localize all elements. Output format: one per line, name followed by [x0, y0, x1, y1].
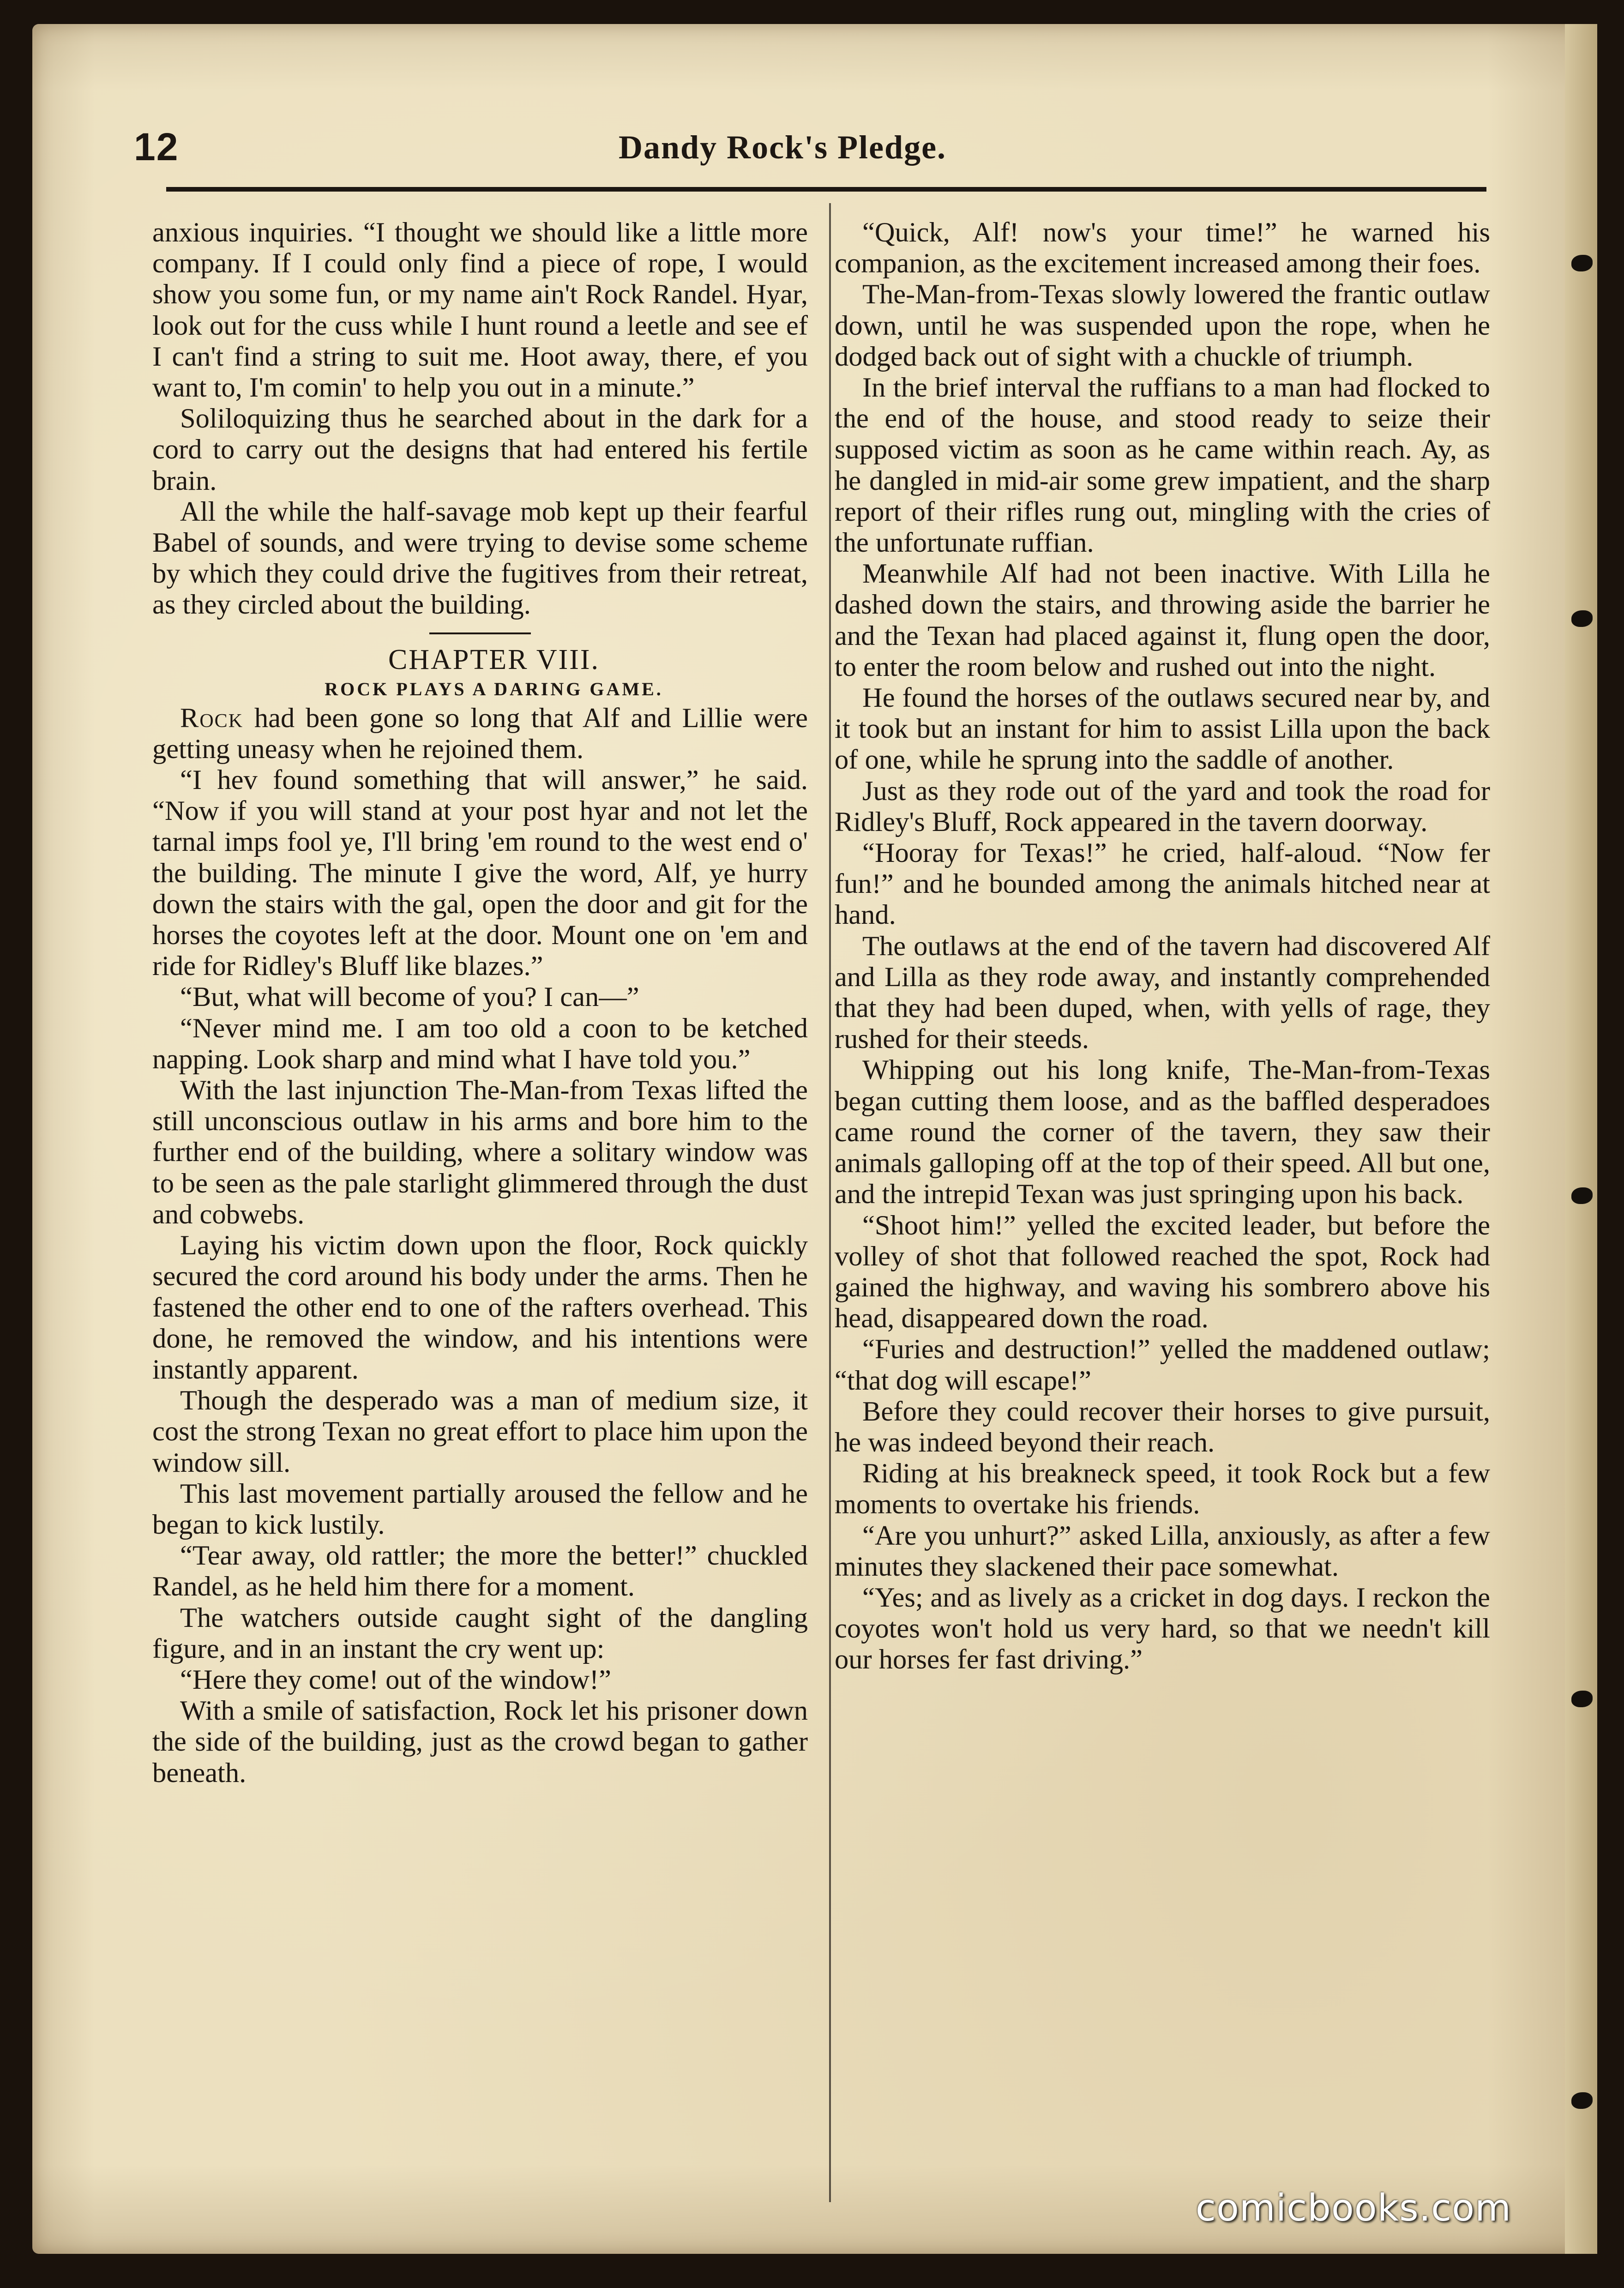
paragraph: Laying his victim down upon the floor, Rock quickly secured the cord around his body under the arms. Then he fastened the other end to one of the rafters overhead. This done, he removed the window, and his intentions were instantly apparent.	[152, 1230, 808, 1385]
running-title: Dandy Rock's Pledge.	[619, 129, 947, 166]
paragraph: “I hev found something that will answer,” he said. “Now if you will stand at your post hyar and not let the tarnal imps fool ye, I'll bring 'em round to the west end o' the building. The minute I give the word, Alf, ye hurry down the stairs with the gal, open the door and git for the horses the coyotes left at the door. Mount one on 'em and ride for Ridley's Bluff like blazes.”	[152, 765, 808, 982]
page-header	[134, 115, 1510, 171]
page-number: 12	[134, 125, 179, 169]
chapter-subtitle: ROCK PLAYS A DARING GAME.	[325, 678, 663, 699]
binding-hole-icon	[1571, 1187, 1593, 1204]
binding-hole-icon	[1571, 255, 1593, 271]
paragraph: Before they could recover their horses to give pursuit, he was indeed beyond their reach.	[835, 1396, 1490, 1458]
binding-hole-icon	[1571, 1691, 1593, 1707]
paragraph: “Tear away, old rattler; the more the better!” chuckled Randel, as he held him there for a moment.	[152, 1540, 808, 1602]
paragraph: The watchers outside caught sight of the dangling figure, and in an instant the cry went up:	[152, 1602, 808, 1664]
paragraph: Whipping out his long knife, The-Man-from-Texas began cutting them loose, and as the baffled desperadoes came round the corner of the tavern, they saw their animals galloping off at the top of their speed. All but one, and the intrepid Texan was just springing upon his back.	[835, 1054, 1490, 1210]
paragraph: Just as they rode out of the yard and took the road for Ridley's Bluff, Rock appeared in the tavern doorway.	[835, 775, 1490, 837]
paragraph: He found the horses of the outlaws secured near by, and it took but an instant for him to assist Lilla upon the back of one, while he sprung into the saddle of another.	[835, 682, 1490, 776]
paragraph: With the last injunction The-Man-from Texas lifted the still unconscious outlaw in his arms and bore him to the further end of the building, where a solitary window was to be seen as the pale starlight glimmered through the dust and cobwebs.	[152, 1075, 808, 1230]
paragraph: Riding at his breakneck speed, it took Rock but a few moments to overtake his friends.	[835, 1458, 1490, 1520]
paragraph: “Quick, Alf! now's your time!” he warned his companion, as the excitement increased among their foes.	[835, 217, 1490, 279]
paragraph: “Are you unhurt?” asked Lilla, anxiously, as after a few minutes they slackened their pace somewhat.	[835, 1520, 1490, 1582]
binding-hole-icon	[1571, 610, 1593, 627]
paragraph: All the while the half-savage mob kept up their fearful Babel of sounds, and were trying to devise some scheme by which they could drive the fugitives from their retreat, as they circled about the building.	[152, 496, 808, 620]
right-column	[835, 217, 1490, 1675]
paragraph: “Never mind me. I am too old a coon to be ketched napping. Look sharp and mind what I have told you.”	[152, 1012, 808, 1075]
paragraph: “But, what will become of you? I can—”	[180, 981, 639, 1013]
paragraph: “Furies and destruction!” yelled the maddened outlaw; “that dog will escape!”	[835, 1334, 1490, 1396]
watermark: comicbooks.com	[1196, 2186, 1512, 2229]
header-rule	[166, 187, 1486, 192]
binding-hole-icon	[1571, 2092, 1593, 2109]
paragraph: With a smile of satisfaction, Rock let his prisoner down the side of the building, just as the crowd began to gather beneath.	[152, 1695, 808, 1788]
paragraph: In the brief interval the ruffians to a man had flocked to the end of the house, and stood ready to seize their supposed victim as soon as he came within reach. Ay, as he dangled in mid-air some grew impatient, and the sharp report of their rifles rung out, mingling with the cries of the unfortunate ruffian.	[835, 372, 1490, 559]
paragraph: Though the desperado was a man of medium size, it cost the strong Texan no great effort to place him upon the window sill.	[152, 1385, 808, 1478]
paragraph: The outlaws at the end of the tavern had discovered Alf and Lilla as they rode away, and instantly comprehended that they had been duped, when, with yells of rage, they rushed for their steeds.	[835, 930, 1490, 1055]
chapter-title: CHAPTER VIII.	[388, 644, 600, 675]
chapter-opening-paragraph	[152, 703, 808, 765]
paragraph: “Hooray for Texas!” he cried, half-aloud. “Now fer fun!” and he bounded among the animals hitched near at hand.	[835, 837, 1490, 931]
left-column	[152, 217, 808, 1788]
column-divider	[829, 203, 831, 2202]
paragraph: Soliloquizing thus he searched about in the dark for a cord to carry out the designs that had entered his fertile brain.	[152, 403, 808, 496]
paragraph: “Here they come! out of the window!”	[180, 1664, 612, 1695]
paragraph: The-Man-from-Texas slowly lowered the frantic outlaw down, until he was suspended upon the rope, when he dodged back out of sight with a chuckle of triumph.	[835, 279, 1490, 372]
chapter-divider-rule	[429, 632, 531, 634]
chapter-lead-word: Rock	[180, 702, 244, 734]
chapter-opening-text: had been gone so long that Alf and Lillie were getting uneasy when he rejoined them.	[152, 702, 808, 765]
paragraph: “Yes; and as lively as a cricket in dog days. I reckon the coyotes won't hold us very hard, so that we needn't kill our horses fer fast driving.”	[835, 1582, 1490, 1675]
paragraph: “Shoot him!” yelled the excited leader, but before the volley of shot that followed reached the spot, Rock had gained the highway, and waving his sombrero above his head, disappeared down the road.	[835, 1210, 1490, 1334]
paragraph: This last movement partially aroused the fellow and he began to kick lustily.	[152, 1478, 808, 1540]
page-spine-edge	[1565, 24, 1597, 2254]
paragraph: anxious inquiries. “I thought we should like a little more company. If I could only find a piece of rope, I would show you some fun, or my name ain't Rock Randel. Hyar, look out for the cuss while I hunt round a leetle and see ef I can't find a string to suit me. Hoot away, there, ef you want to, I'm comin' to help you out in a minute.”	[152, 217, 808, 403]
paragraph: Meanwhile Alf had not been inactive. With Lilla he dashed down the stairs, and throwing aside the barrier he and the Texan had placed against it, flung open the door, to enter the room below and rushed out into the night.	[835, 558, 1490, 682]
